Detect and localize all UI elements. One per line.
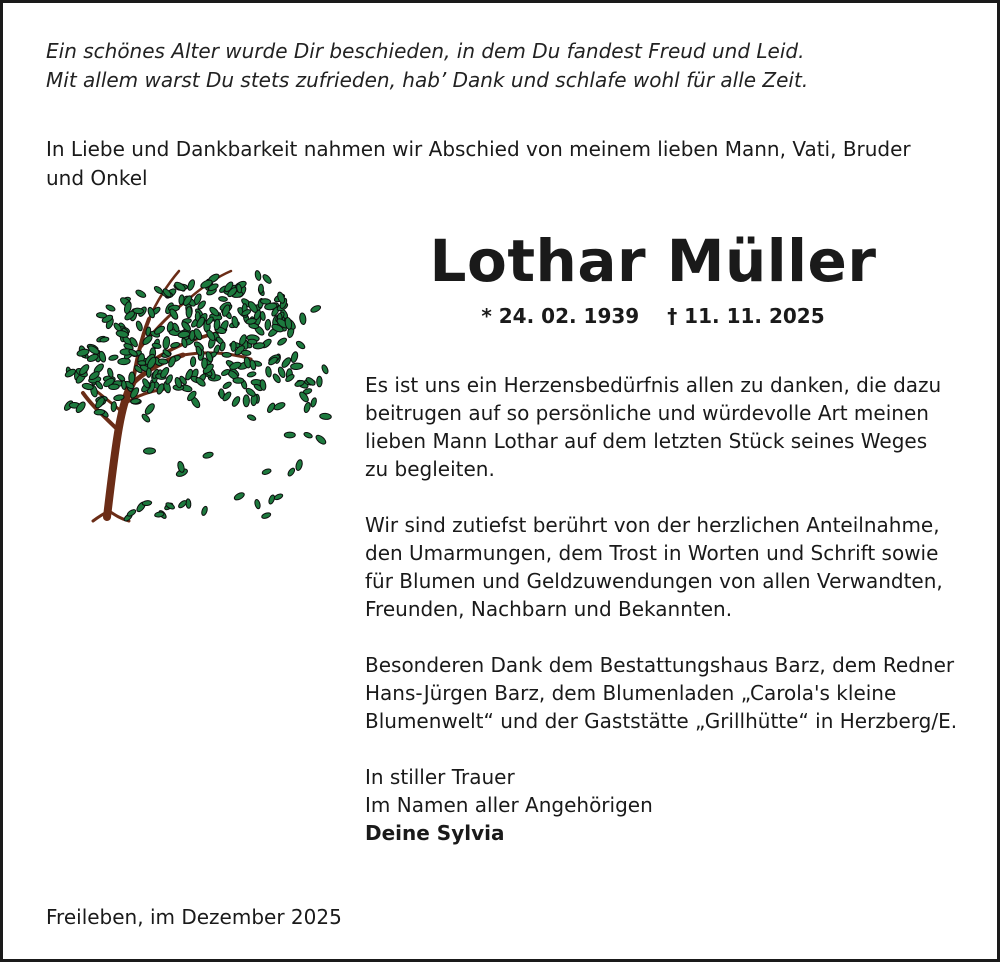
leaf <box>265 319 271 330</box>
leaf <box>222 352 231 357</box>
leaf <box>287 467 296 477</box>
text-line: Hans-Jürgen Barz, dem Blumenladen „Carola's kleine <box>365 681 897 705</box>
leaf <box>317 376 322 387</box>
leaf <box>143 448 155 454</box>
leaf <box>121 380 126 389</box>
leaf <box>190 357 196 367</box>
leaf <box>108 354 118 361</box>
leaf <box>321 364 330 375</box>
leaf <box>254 270 261 281</box>
leaf <box>94 409 105 415</box>
leaf <box>222 381 232 390</box>
leaf <box>135 320 143 331</box>
leaf <box>105 304 116 312</box>
leaf <box>295 340 306 350</box>
leaf <box>303 402 311 414</box>
text-line: Wir sind zutiefst berührt von der herzlichen Anteilnahme, <box>365 513 940 537</box>
leaf <box>133 308 144 314</box>
text-line: den Umarmungen, dem Trost in Worten und Schrift sowie <box>365 541 939 565</box>
thanks-paragraph <box>365 511 975 623</box>
leaf <box>141 413 151 423</box>
leaf <box>290 363 303 370</box>
closing-line: In stiller Trauer <box>365 765 515 789</box>
signature: Deine Sylvia <box>365 821 505 845</box>
tree-icon <box>45 235 345 525</box>
leaf <box>177 499 187 509</box>
leaf <box>243 395 249 407</box>
leaf <box>202 358 208 369</box>
leaf <box>247 371 257 378</box>
leaf <box>186 307 192 318</box>
text-line: Besonderen Dank dem Bestattungshaus Barz, dem Redner <box>365 653 955 677</box>
text-line: Es ist uns ein Herzensbedürfnis allen zu danken, die dazu <box>365 373 942 397</box>
leaf <box>201 506 209 516</box>
leaf <box>254 499 261 509</box>
leaf <box>233 378 244 384</box>
leaf <box>153 325 166 336</box>
poem-line: Ein schönes Alter wurde Dir beschieden, in dem Du fandest Freud und Leid. <box>46 39 805 63</box>
closing <box>365 763 975 847</box>
memorial-poem <box>46 37 976 95</box>
leaf <box>261 512 271 520</box>
intro-line: und Onkel <box>46 166 148 190</box>
text-line: zu begleiten. <box>365 457 495 481</box>
intro-text <box>46 135 946 193</box>
poem-line: Mit allem warst Du stets zufrieden, hab’ Dank und schlafe wohl für alle Zeit. <box>46 68 809 92</box>
text-line: lieben Mann Lothar auf dem letzten Stück seines Weges <box>365 429 928 453</box>
tree-leaves <box>63 270 332 522</box>
leaf <box>259 284 264 293</box>
leaf <box>319 413 331 420</box>
leaf <box>295 459 303 471</box>
leaf <box>266 402 276 414</box>
leaf <box>277 337 288 347</box>
text-line: Blumenwelt“ und der Gaststätte „Grillhütte“ in Herzberg/E. <box>365 709 958 733</box>
leaf <box>310 304 322 313</box>
leaf <box>284 432 295 438</box>
leaf <box>111 401 117 411</box>
leaf <box>261 468 271 476</box>
leaf <box>144 402 157 416</box>
leaf <box>267 356 278 367</box>
leaf <box>233 491 245 501</box>
leaf <box>231 341 237 351</box>
leaf <box>241 350 251 356</box>
leaf <box>96 312 106 318</box>
leaf <box>262 273 273 284</box>
thanks-paragraph <box>365 371 975 483</box>
leaf <box>268 494 276 504</box>
leaf <box>303 431 313 439</box>
leaf <box>265 366 272 377</box>
thanks-text <box>365 371 975 847</box>
leaf <box>260 298 271 304</box>
leaf <box>290 351 299 363</box>
leaf <box>218 296 227 302</box>
intro-line: In Liebe und Dankbarkeit nahmen wir Abschied von meinem lieben Mann, Vati, Bruder <box>46 137 911 161</box>
leaf <box>231 395 241 407</box>
leaf <box>299 313 307 325</box>
life-dates <box>363 301 943 331</box>
birth-date: * 24. 02. 1939 <box>481 304 640 328</box>
leaf <box>202 451 213 459</box>
text-line: Freunden, Nachbarn und Bekannten. <box>365 597 733 621</box>
leaf <box>126 508 137 517</box>
death-date: † 11. 11. 2025 <box>667 304 825 328</box>
leaf <box>187 279 196 291</box>
leaf <box>130 398 140 404</box>
place-date: Freileben, im Dezember 2025 <box>46 905 342 929</box>
text-line: für Blumen und Geldzuwendungen von allen Verwandten, <box>365 569 943 593</box>
thanks-paragraph <box>365 651 975 735</box>
leaf <box>247 414 257 422</box>
leaf <box>315 434 328 446</box>
leaf <box>146 368 151 378</box>
leaf <box>158 358 168 364</box>
deceased-name: Lothar Müller <box>429 227 877 295</box>
leaf <box>129 372 135 384</box>
leaf <box>108 384 119 390</box>
leaf <box>142 500 152 506</box>
leaf <box>162 336 170 349</box>
closing-line: Im Namen aller Angehörigen <box>365 793 653 817</box>
leaf <box>310 397 317 407</box>
leaf <box>135 289 147 299</box>
text-line: beitrugen auf so persönliche und würdevolle Art meinen <box>365 401 929 425</box>
